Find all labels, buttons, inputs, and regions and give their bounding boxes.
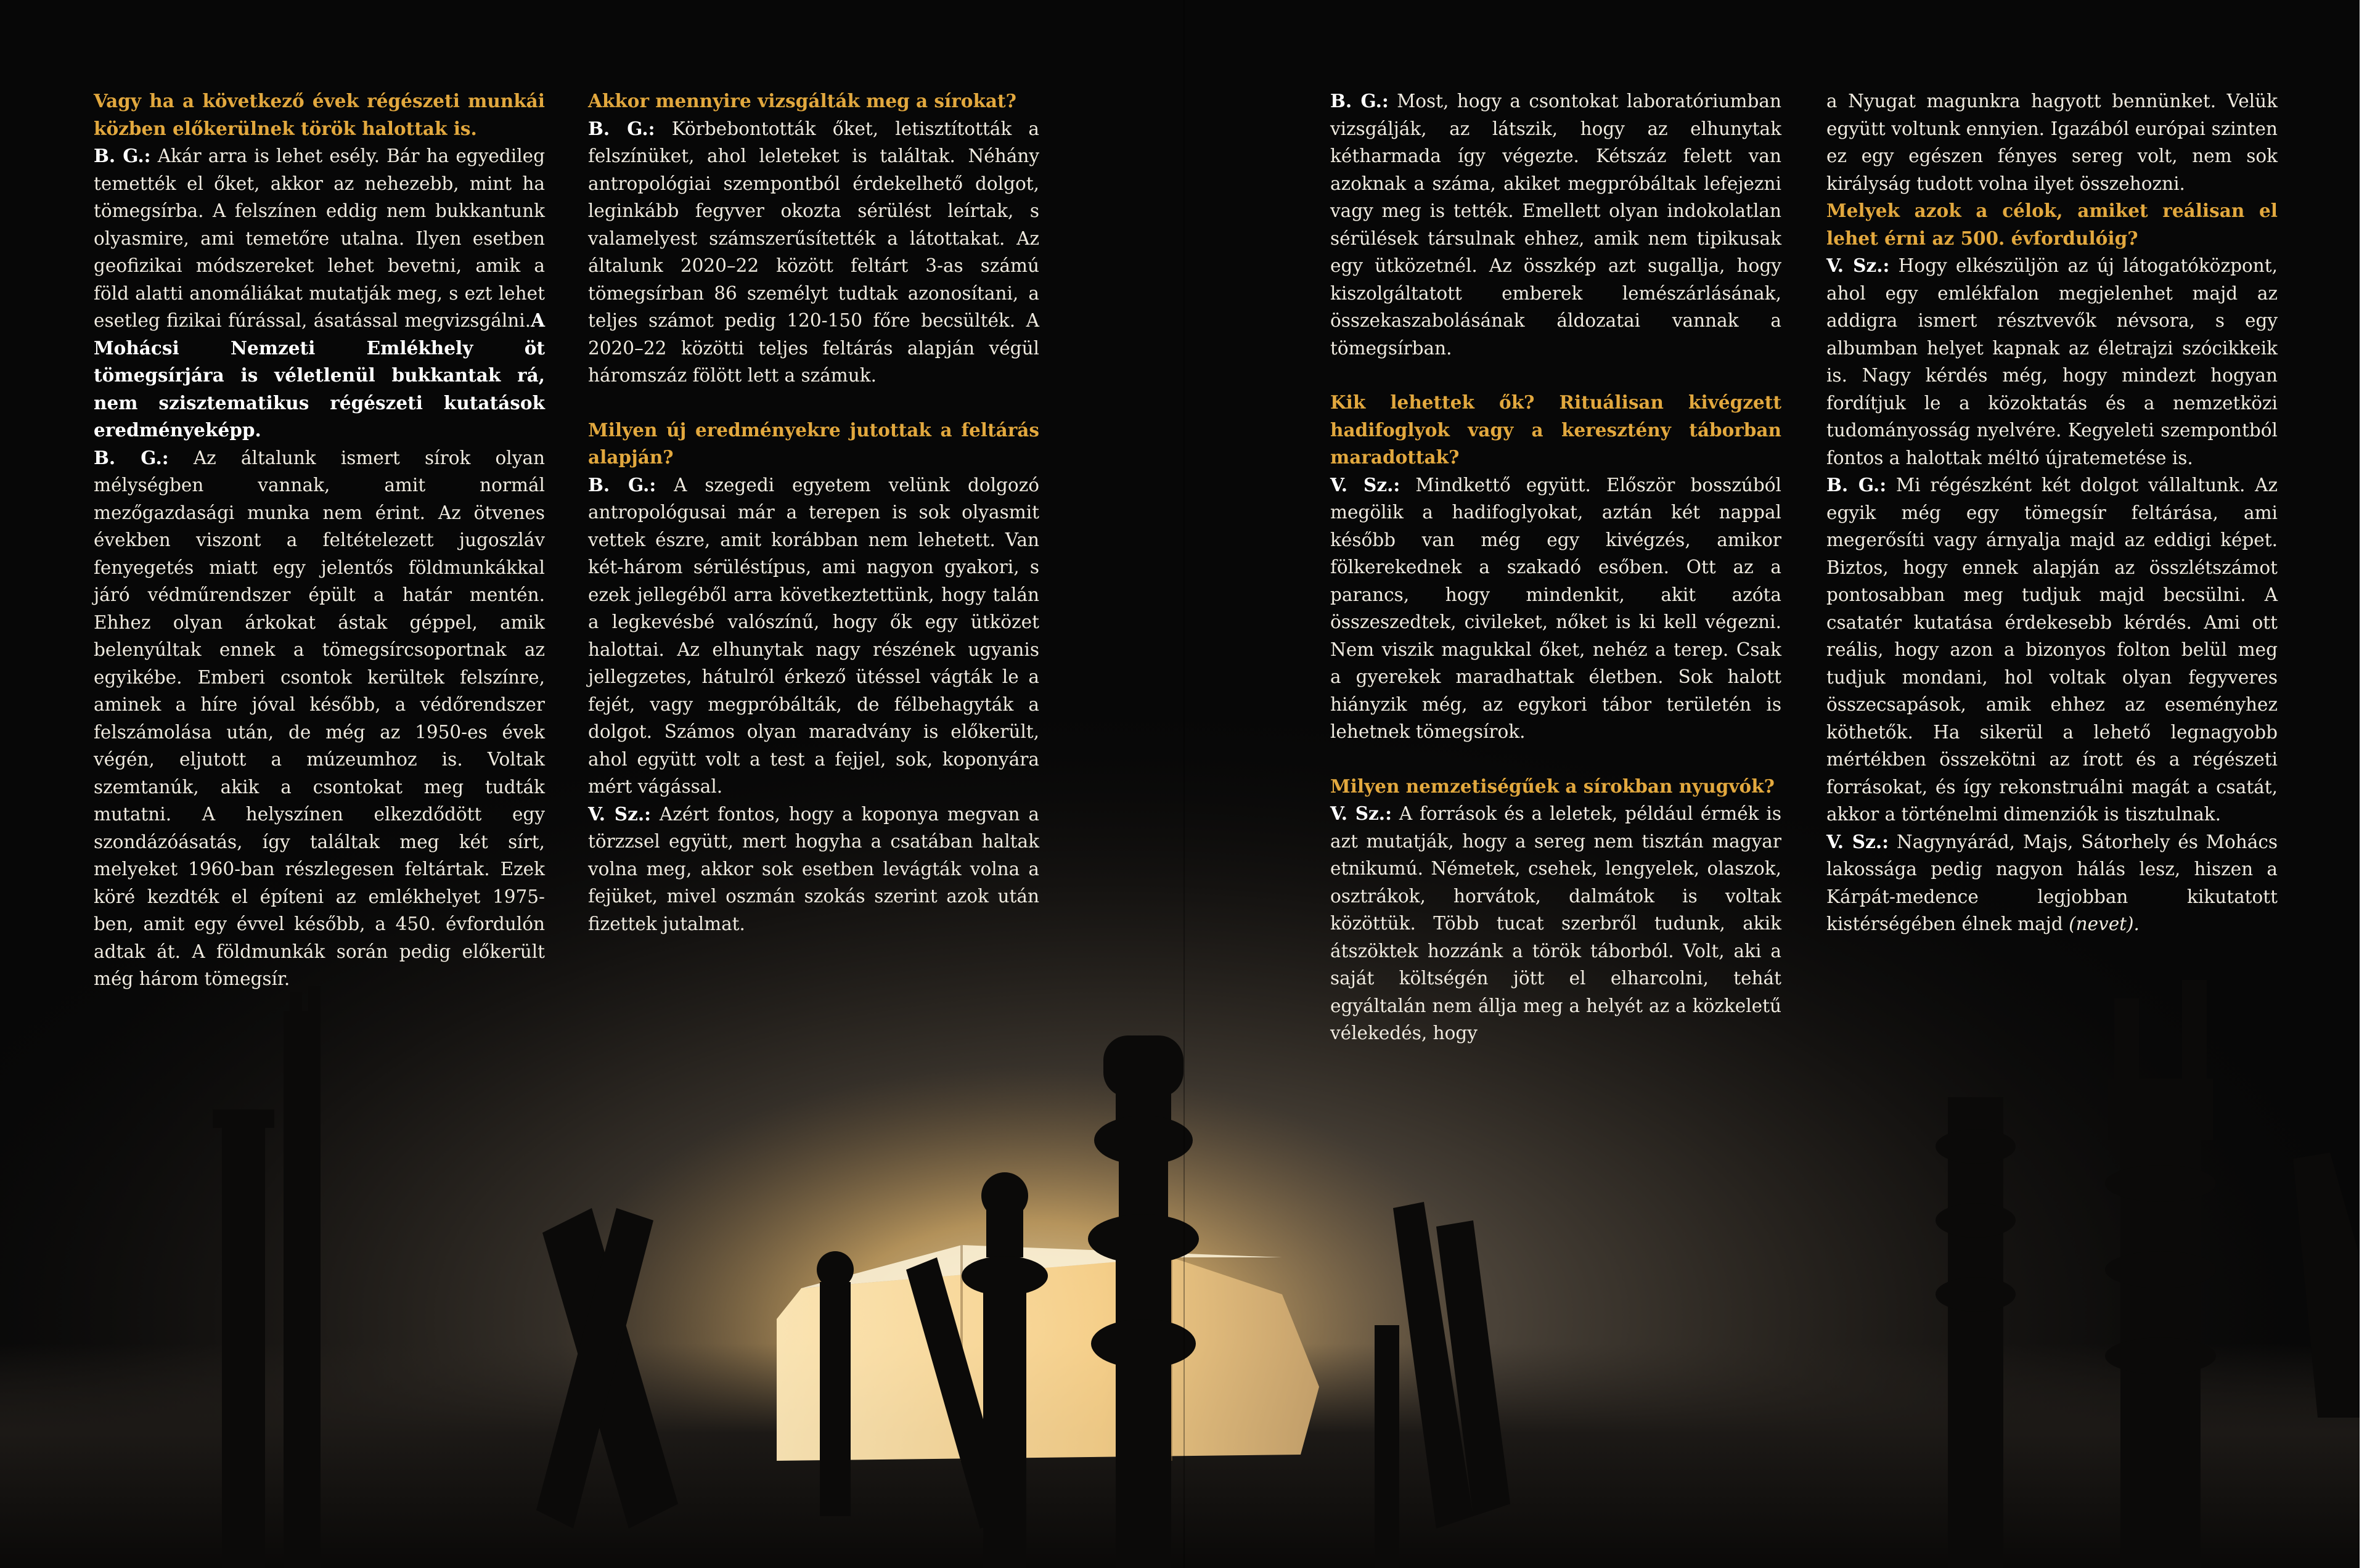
italic-aside: (nevet). bbox=[2062, 913, 2140, 934]
speaker-label: V. Sz.: bbox=[1826, 255, 1890, 276]
speaker-label: B. G.: bbox=[1330, 90, 1389, 112]
continued-text: a Nyugat magunkra hagyott bennünket. Velük együtt voltunk ennyien. Igazából európai szinten ez egy egészen fényes sereg volt, nem sok királyság tudott volna ilyet összehozni. bbox=[1826, 91, 2278, 194]
answer-text: Hogy elkészüljön az új látogatóközpont, ahol egy emlékfalon megjelenhet majd az addigra ismert résztvevők névsora, s egy albumban helyet kapnak az életrajzi szócikkeik is. Nagy kérdés még, hogy mindezt hogyan fordítjuk le a közoktatás és a nemzetközi tudományosság nyelvére. Kegyeleti szempontból fontos a halottak méltó újratemetése is. bbox=[1826, 255, 2278, 468]
interview-answer bbox=[588, 472, 1039, 801]
speaker-label: B. G.: bbox=[588, 117, 655, 139]
interview-question: Melyek azok a célok, amiket reálisan el lehet érni az 500. évfordulóig? bbox=[1826, 200, 2278, 249]
interview-answer bbox=[1330, 800, 1781, 1047]
interview-question: Akkor mennyire vizsgálták meg a sírokat? bbox=[588, 90, 1016, 112]
emphasized-text: A Mohácsi Nemzeti Emlékhely öt tömegsírjára is véletlenül bukkantak rá, nem szisztematikus régészeti kutatások eredményeképp. bbox=[94, 309, 545, 441]
interview-answer bbox=[1330, 88, 1781, 362]
speaker-label: V. Sz.: bbox=[588, 802, 652, 825]
answer-text: Most, hogy a csontokat laboratóriumban vizsgálják, az látszik, hogy az elhunytak kétharmada így végezte. Kétszáz felett van azoknak a száma, akiket megpróbáltak lefejezni vagy meg is tették. Emellett olyan indokolatlan sérülések társulnak ehhez, amik nem tipikusak egy ütközetnél. Az összkép azt sugallja, hogy kiszolgáltatott emberek lemészárlásának, összekaszabolásának áldozatai vannak a tömegsírban. bbox=[1330, 91, 1781, 359]
answer-text: A szegedi egyetem velünk dolgozó antropológusai már a terepen is sok olyasmit vettek észre, amit korábban nem lehetett. Van két-három sérüléstípus, ami nagyon gyakori, s ezek jellegéből arra következtettünk, hogy talán a legkevésbé valószínű, hogy ők egy ütközet halottai. Az elhunytak nagy részének ugyanis jellegzetes, hátulról érkező ütéssel vágták le a fejét, vagy megpróbálták, de félbehagyták a dolgot. Számos olyan maradvány is előkerült, ahol együtt volt a test a fejjel, sok, koponyára mért vágással. bbox=[588, 474, 1039, 797]
answer-text: Azért fontos, hogy a koponya megvan a törzzsel együtt, mert hogyha a csatában haltak volna meg, akkor sok esetben levágták volna a fejüket, mivel oszmán szokás szerint azok után fizettek jutalmat. bbox=[588, 803, 1039, 934]
text-column-2 bbox=[588, 88, 1039, 937]
answer-text: Mi régészként két dolgot vállaltunk. Az egyik még egy tömegsír feltárása, ami megerősíti vagy árnyalja majd az eddigi képet. Biztos, hogy ennek alapján az összlétszámot pontosabban meg tudjuk majd becsülni. A csatatér kutatása érdekesebb kérdés. Ami ott reális, hogy azon a bizonyos folton belül meg tudjuk mondani, hol voltak olyan fegyveres összecsapások, amik ehhez az eseményhez köthetők. Ha sikerül a lehető legnagyobb mértékben összekötni az írott és a régészeti forrásokat, és így rekonstruálni magát a csatát, akkor a történelmi dimenziók is tisztulnak. bbox=[1826, 475, 2278, 825]
interview-answer bbox=[1826, 828, 2278, 938]
speaker-label: B. G.: bbox=[588, 473, 656, 496]
interview-answer bbox=[1826, 472, 2278, 828]
interview-answer bbox=[1330, 472, 1781, 746]
page-edge bbox=[2360, 0, 2367, 1568]
speaker-label: V. Sz.: bbox=[1826, 830, 1889, 852]
speaker-label: V. Sz.: bbox=[1330, 473, 1400, 496]
answer-text: Akár arra is lehet esély. Bár ha egyedileg temették el őket, akkor az nehezebb, mint ha tömegsírba. A felszínen eddig nem bukkantunk olyasmire, ami temetőre utalna. Ilyen esetben geofizikai módszereket lehet bevetni, amik a föld alatti anomáliákat mutatják meg, s ezt lehet esetleg fizikai fúrással, ásatással megvizsgálni. bbox=[94, 145, 545, 331]
interview-answer bbox=[94, 142, 545, 444]
speaker-label: B. G.: bbox=[94, 145, 151, 166]
interview-question: Milyen új eredményekre jutottak a feltárás alapján? bbox=[588, 419, 1039, 468]
page-gutter bbox=[1184, 0, 1185, 1568]
interview-question: Kik lehettek ők? Rituálisan kivégzett hadifoglyok vagy a keresztény táborban maradottak? bbox=[1330, 391, 1781, 468]
answer-text: Mindkettő együtt. Először bosszúból megölik a hadifoglyokat, aztán két nappal később van még egy kivégzés, amikor fölkerekednek a szakadó esőben. Ott az a parancs, hogy mindenkit, akit azóta összeszedtek, civileket, nőket is ki kell végezni. Nem viszik magukkal őket, nehéz a terep. Csak a gyerekek maradhattak életben. Sok halott hiányzik még, az egykori tábor területén is lehetnek tömegsírok. bbox=[1330, 474, 1781, 742]
answer-text: Az általunk ismert sírok olyan mélységben vannak, amit normál mezőgazdasági munka nem érint. Az ötvenes években viszont a feltételezett jugoszláv fenyegetés miatt egy jelentős földmunkákkal járó védműrendszer épült a határ mentén. Ehhez olyan árkokat ástak géppel, amik belenyúltak ennek a tömegsírcsoportnak az egyikébe. Emberi csontok kerültek felszínre, aminek a híre jóval később, a védőrendszer felszámolása után, de még az 1950-es évek végén, eljutott a múzeumhoz is. Voltak szemtanúk, akik a csontokat meg tudták mutatni. A helyszínen elkezdődött egy szondázóásatás, így találtak meg két sírt, melyeket 1960-ban részlegesen feltártak. Ezek köré kezdték el építeni az emlékhelyet 1975-ben, amit egy évvel később, a 450. évfordulón adtak át. A földmunkák során pedig előkerült még három tömegsír. bbox=[94, 447, 545, 989]
interview-answer bbox=[588, 801, 1039, 938]
text-column-4 bbox=[1826, 88, 2278, 938]
interview-answer bbox=[588, 115, 1039, 390]
interview-question: Vagy ha a következő évek régészeti munkái közben előkerülnek török halottak is. bbox=[94, 90, 545, 139]
speaker-label: B. G.: bbox=[94, 446, 169, 468]
text-column-1 bbox=[94, 88, 545, 993]
text-column-3 bbox=[1330, 88, 1781, 1047]
interview-answer bbox=[1826, 252, 2278, 472]
answer-text: Nagynyárád, Majs, Sátorhely és Mohács lakossága pedig nagyon hálás lesz, hiszen a Kárpát-medence legjobban kikutatott kistérségében élnek majd bbox=[1826, 831, 2278, 934]
speaker-label: B. G.: bbox=[1826, 474, 1887, 496]
interview-question: Milyen nemzetiségűek a sírokban nyugvók? bbox=[1330, 775, 1775, 797]
answer-text: A források és a leletek, például érmék is azt mutatják, hogy a sereg nem tisztán magyar etnikumú. Németek, csehek, lengyelek, olaszok, osztrákok, horvátok, dalmátok is voltak közöttük. Több tucat szerbről tudunk, akik átszöktek hozzánk a török táborból. Volt, aki a saját költségén jött el elharcolni, tehát egyáltalán nem állja meg a helyét az a közkeletű vélekedés, hogy bbox=[1330, 803, 1781, 1043]
speaker-label: V. Sz.: bbox=[1330, 802, 1392, 824]
answer-text: Körbebontották őket, letisztították a felszínüket, ahol leleteket is találtak. Néhány antropológiai szempontból érdekelhető dolgot, leginkább fegyver okozta sérülést leírtak, s valamelyest számszerűsítették a látottakat. Az általunk 2020–22 között feltárt 3-as számú tömegsírban 86 személyt tudtak azonosítani, a teljes számot pedig 120-150 főre becsülték. A 2020–22 közötti teljes feltárás alapján végül háromszáz fölött lett a számuk. bbox=[588, 118, 1039, 386]
interview-answer bbox=[94, 444, 545, 993]
